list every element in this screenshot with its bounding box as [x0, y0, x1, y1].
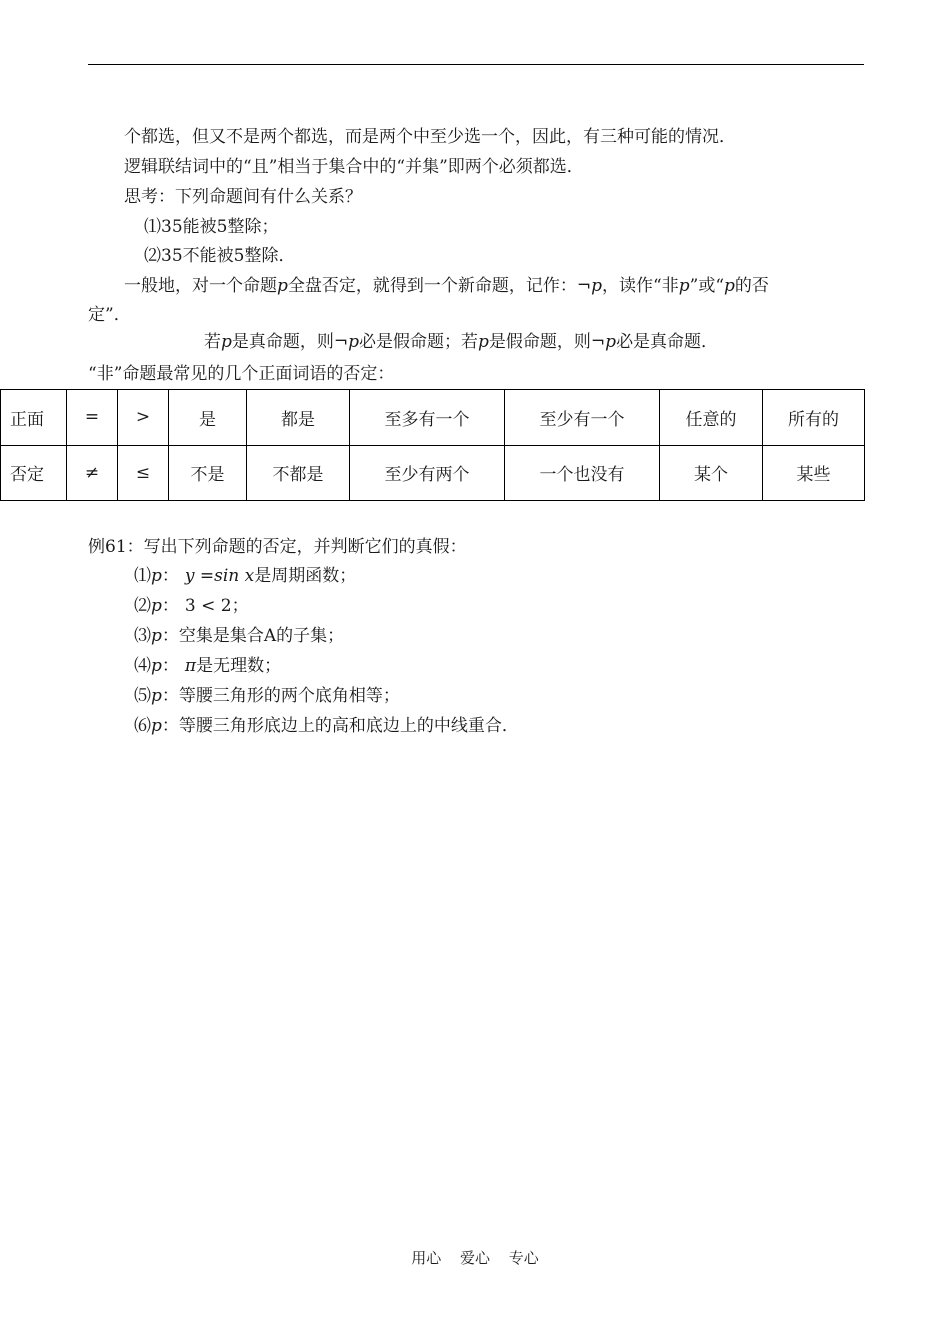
table-row	[1, 445, 865, 501]
table-cell: 是	[169, 390, 247, 446]
example-item: ⑷p： π是无理数；	[134, 656, 282, 676]
table-cell: 至少有一个	[505, 390, 660, 446]
paragraph-line: 思考：下列命题间有什么关系？	[124, 187, 362, 207]
negation-table	[0, 389, 865, 501]
rule-statement: 若p是真命题，则¬p必是假命题；若p是假命题，则¬p必是真命题．	[204, 332, 719, 352]
example-title: 例61：写出下列命题的否定，并判断它们的真假：	[88, 537, 467, 557]
table-cell: ≤	[118, 445, 169, 501]
table-cell: 都是	[247, 390, 350, 446]
example-item: ⑹p：等腰三角形底边上的高和底边上的中线重合．	[134, 716, 519, 736]
definition-line: 一般地，对一个命题p全盘否定，就得到一个新命题，记作：¬p，读作“非p”或“p的否	[124, 276, 769, 296]
table-cell: 某个	[660, 445, 763, 501]
table-cell: 某些	[763, 445, 865, 501]
table-cell: 所有的	[763, 390, 865, 446]
table-cell: 不都是	[247, 445, 350, 501]
table-cell: 至少有两个	[350, 445, 505, 501]
table-cell: 否定	[1, 445, 67, 501]
example-item: ⑸p：等腰三角形的两个底角相等；	[134, 686, 400, 706]
table-cell: =	[67, 390, 118, 446]
page-footer: 用心 爱心 专心	[411, 1249, 539, 1267]
table-cell: 一个也没有	[505, 445, 660, 501]
table-cell: >	[118, 390, 169, 446]
table-caption: “非”命题最常见的几个正面词语的否定：	[88, 364, 395, 384]
table-cell: 正面	[1, 390, 67, 446]
paragraph-line: 个都选，但又不是两个都选，而是两个中至少选一个，因此，有三种可能的情况．	[124, 127, 736, 147]
paragraph-line: 定”．	[88, 305, 131, 325]
table-cell: ≠	[67, 445, 118, 501]
example-item: ⑵p： 3 < 2；	[134, 596, 249, 616]
paragraph-line: 逻辑联结词中的“且”相当于集合中的“并集”即两个必须都选．	[124, 157, 584, 177]
list-item: ⑴35能被5整除；	[144, 217, 279, 237]
table-cell: 不是	[169, 445, 247, 501]
example-item: ⑶p：空集是集合A的子集；	[134, 626, 345, 646]
table-cell: 至多有一个	[350, 390, 505, 446]
header-rule	[88, 64, 864, 65]
example-item: ⑴p： y =sin x是周期函数；	[134, 566, 357, 586]
table-row	[1, 390, 865, 446]
table-cell: 任意的	[660, 390, 763, 446]
list-item: ⑵35不能被5整除．	[144, 246, 296, 266]
